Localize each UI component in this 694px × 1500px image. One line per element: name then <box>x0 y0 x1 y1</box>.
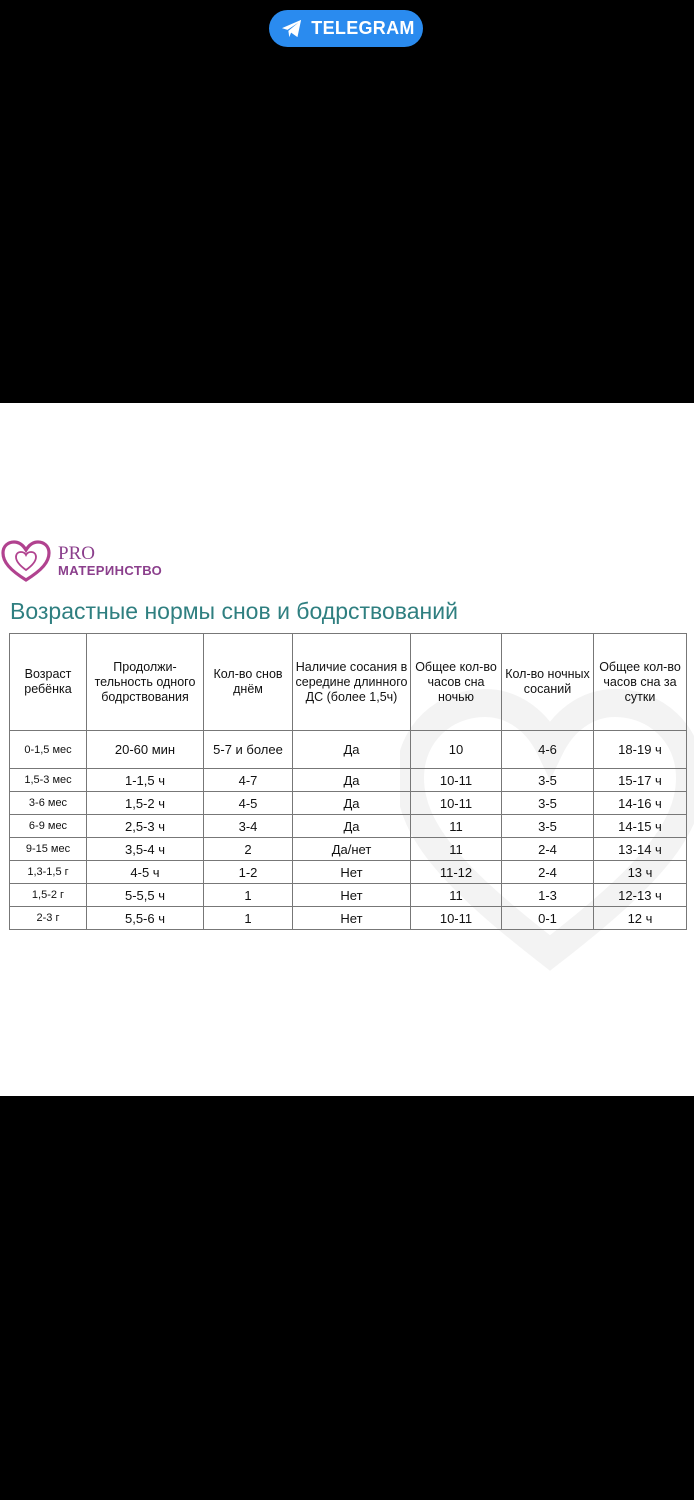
table-cell: 1 <box>204 907 293 930</box>
table-row <box>10 907 687 930</box>
table-cell: 12-13 ч <box>594 884 687 907</box>
table-cell: Нет <box>293 907 411 930</box>
table-cell: 13-14 ч <box>594 838 687 861</box>
table-cell: Да <box>293 769 411 792</box>
table-cell: 11 <box>411 838 502 861</box>
table-cell: 4-6 <box>502 731 594 769</box>
table-cell: 3,5-4 ч <box>87 838 204 861</box>
header-total-sleep: Общее кол-во часов сна за сутки <box>594 634 687 731</box>
table-cell: 3-5 <box>502 769 594 792</box>
header-night-sleep: Общее кол-во часов сна ночью <box>411 634 502 731</box>
header-night-feeds: Кол-во ночных сосаний <box>502 634 594 731</box>
table-cell: 0-1 <box>502 907 594 930</box>
table-cell: Да <box>293 731 411 769</box>
table-cell: 1-3 <box>502 884 594 907</box>
table-cell: 11-12 <box>411 861 502 884</box>
table-cell: 4-5 <box>204 792 293 815</box>
brand-logo <box>0 540 162 584</box>
heart-logo-icon <box>0 540 52 584</box>
document-image <box>0 403 694 1096</box>
table-cell: 11 <box>411 815 502 838</box>
table-cell: 5,5-6 ч <box>87 907 204 930</box>
table-cell: 1,5-2 ч <box>87 792 204 815</box>
table-cell: 1-1,5 ч <box>87 769 204 792</box>
table-cell: 3-5 <box>502 792 594 815</box>
table-cell: Нет <box>293 884 411 907</box>
table-cell: 5-7 и более <box>204 731 293 769</box>
table-cell: 10-11 <box>411 907 502 930</box>
table-row <box>10 838 687 861</box>
table-cell: 14-16 ч <box>594 792 687 815</box>
header-nap-feeding: Наличие сосания в середине длинного ДС (более 1,5ч) <box>293 634 411 731</box>
table-cell: 20-60 мин <box>87 731 204 769</box>
header-age: Возраст ребёнка <box>10 634 87 731</box>
table-cell: 6-9 мес <box>10 815 87 838</box>
table-cell: 0-1,5 мес <box>10 731 87 769</box>
table-cell: 2-4 <box>502 838 594 861</box>
table-cell: 3-4 <box>204 815 293 838</box>
table-cell: Нет <box>293 861 411 884</box>
table-cell: 2-3 г <box>10 907 87 930</box>
table-cell: 15-17 ч <box>594 769 687 792</box>
table-cell: Да <box>293 815 411 838</box>
table-row <box>10 861 687 884</box>
table-cell: 1 <box>204 884 293 907</box>
table-cell: 2,5-3 ч <box>87 815 204 838</box>
table-cell: 5-5,5 ч <box>87 884 204 907</box>
table-cell: 12 ч <box>594 907 687 930</box>
table-cell: 11 <box>411 884 502 907</box>
table-cell: 4-5 ч <box>87 861 204 884</box>
telegram-button[interactable] <box>269 10 423 47</box>
table-cell: 3-6 мес <box>10 792 87 815</box>
telegram-button-label: TELEGRAM <box>311 18 415 38</box>
logo-brand-text: МАТЕРИНСТВО <box>58 563 163 578</box>
sleep-norms-table <box>9 633 687 930</box>
table-cell: 13 ч <box>594 861 687 884</box>
table-cell: 18-19 ч <box>594 731 687 769</box>
table-row <box>10 731 687 769</box>
table-cell: 2-4 <box>502 861 594 884</box>
header-day-naps: Кол-во снов днём <box>204 634 293 731</box>
table-row <box>10 769 687 792</box>
table-cell: 9-15 мес <box>10 838 87 861</box>
table-cell: 14-15 ч <box>594 815 687 838</box>
table-cell: 10 <box>411 731 502 769</box>
table-cell: Да <box>293 792 411 815</box>
telegram-icon <box>281 19 303 39</box>
logo-pro-text: PRO <box>58 543 95 564</box>
table-row <box>10 884 687 907</box>
table-row <box>10 792 687 815</box>
table-cell: 2 <box>204 838 293 861</box>
table-cell: 1,5-3 мес <box>10 769 87 792</box>
table-cell: 1,3-1,5 г <box>10 861 87 884</box>
table-cell: 4-7 <box>204 769 293 792</box>
table-header-row <box>10 634 687 731</box>
table-row <box>10 815 687 838</box>
document-title: Возрастные нормы снов и бодрствований <box>10 598 458 624</box>
table-cell: 10-11 <box>411 769 502 792</box>
table-cell: 1-2 <box>204 861 293 884</box>
table-cell: 1,5-2 г <box>10 884 87 907</box>
table-cell: 3-5 <box>502 815 594 838</box>
table-cell: Да/нет <box>293 838 411 861</box>
table-cell: 10-11 <box>411 792 502 815</box>
header-wake-duration: Продолжи-тельность одного бодрствования <box>87 634 204 731</box>
